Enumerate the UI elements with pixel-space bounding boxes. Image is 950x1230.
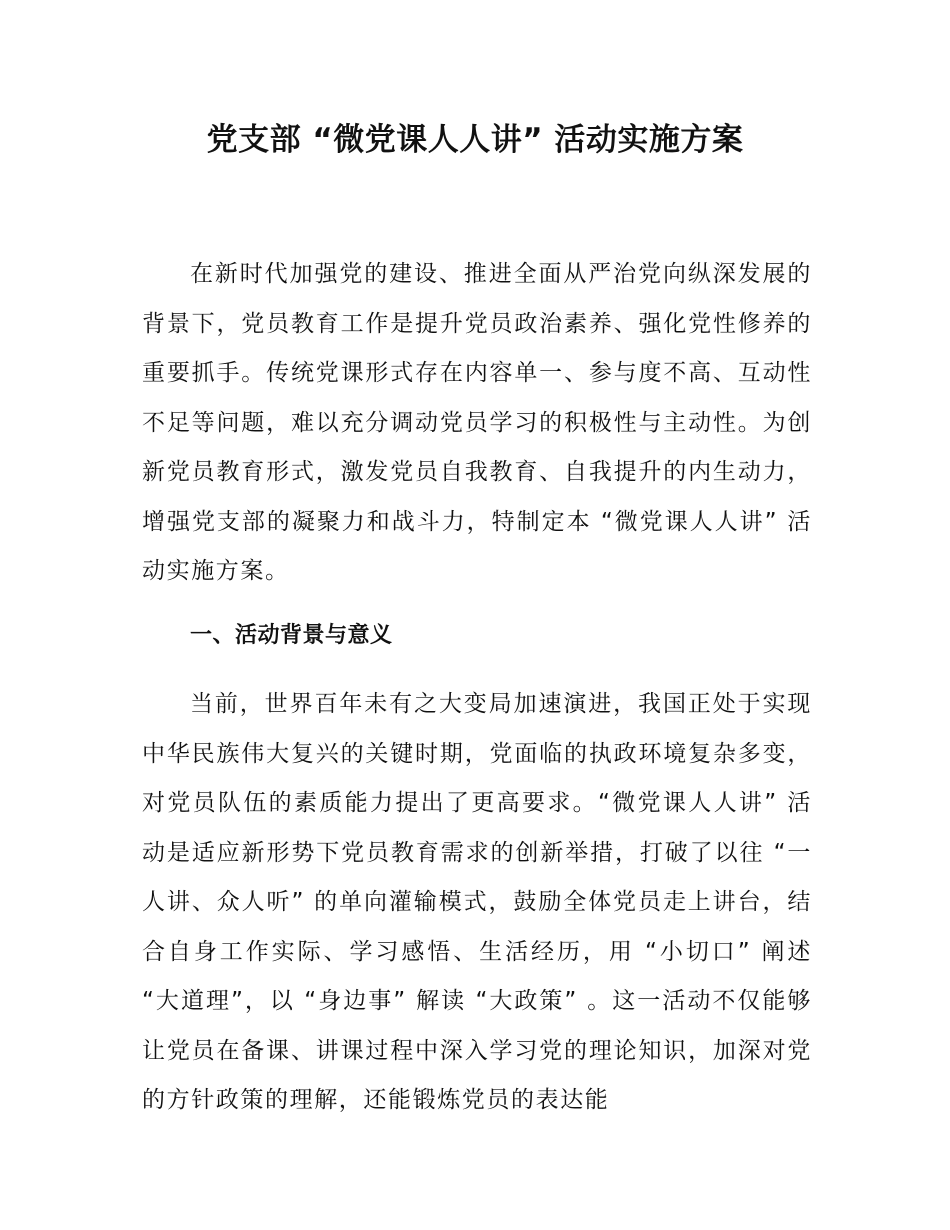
section-1-paragraph: 当前，世界百年未有之大变局加速演进，我国正处于实现中华民族伟大复兴的关键时期，党面临的执政环境复杂多变，对党员队伍的素质能力提出了更高要求。“微党课人人讲” 活动是适应新形势下党员教育需求的创新举措，打破了以往 “一人讲、众人听” 的单向灌输模式，鼓励全体党员走上讲台，结合自身工作实际、学习感悟、生活经历，用 “小切口” 阐述 “大道理”，以 “身边事” 解读 “大政策” 。这一活动不仅能够让党员在备课、讲课过程中深入学习党的理论知识，加深对党的方针政策的理解，还能锻炼党员的表达能	[142, 691, 812, 1113]
section-1-heading: 一、活动背景与意义	[190, 623, 393, 648]
section-1-body	[142, 680, 812, 1126]
document-title: 党支部 “微党课人人讲” 活动实施方案	[206, 122, 744, 158]
intro-section	[142, 250, 812, 597]
intro-paragraph: 在新时代加强党的建设、推进全面从严治党向纵深发展的背景下，党员教育工作是提升党员政治素养、强化党性修养的重要抓手。传统党课形式存在内容单一、参与度不高、互动性不足等问题，难以充分调动党员学习的积极性与主动性。为创新党员教育形式，激发党员自我教育、自我提升的内生动力，增强党支部的凝聚力和战斗力，特制定本 “微党课人人讲” 活动实施方案。	[142, 261, 812, 584]
